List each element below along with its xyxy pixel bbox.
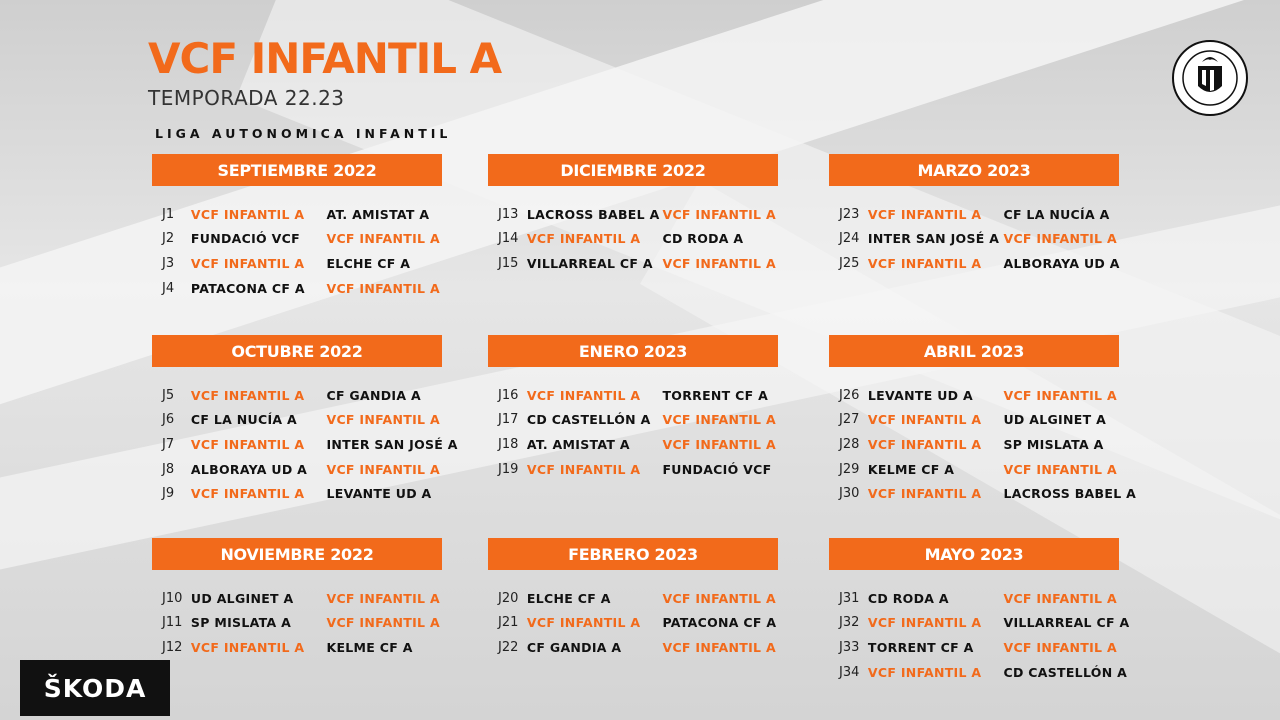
- away-team: PATACONA CF A: [662, 615, 777, 631]
- match-list: [488, 383, 798, 481]
- match-row: [152, 432, 462, 457]
- home-team: LACROSS BABEL A: [526, 206, 660, 222]
- matchday-number: J24: [839, 231, 860, 247]
- match-row: [152, 586, 462, 611]
- match-list: [829, 383, 1139, 506]
- matchday-number: J16: [498, 387, 519, 403]
- away-team: CD CASTELLÓN A: [1003, 664, 1128, 680]
- matchday-number: J3: [162, 255, 175, 271]
- away-team: LEVANTE UD A: [326, 486, 432, 502]
- match-row: [152, 457, 462, 482]
- away-team: VCF INFANTIL A: [326, 461, 440, 477]
- matchday-number: J12: [162, 639, 183, 655]
- month-header: ENERO 2023: [488, 335, 778, 367]
- away-team: SP MISLATA A: [1003, 436, 1104, 452]
- home-team: VCF INFANTIL A: [867, 664, 982, 680]
- match-row: [829, 432, 1139, 457]
- match-row: [829, 635, 1139, 660]
- home-team: VCF INFANTIL A: [867, 206, 982, 222]
- away-team: VCF INFANTIL A: [662, 255, 776, 271]
- month-block: [488, 335, 798, 481]
- month-block: [152, 154, 462, 300]
- match-row: [152, 408, 462, 433]
- matchday-number: J32: [839, 615, 860, 631]
- month-block: [829, 154, 1139, 276]
- matchday-number: J9: [162, 486, 175, 502]
- home-team: FUNDACIÓ VCF: [190, 231, 300, 247]
- away-team: ELCHE CF A: [326, 255, 411, 271]
- match-list: [488, 586, 798, 660]
- month-header: OCTUBRE 2022: [152, 335, 442, 367]
- match-row: [829, 251, 1139, 276]
- away-team: VCF INFANTIL A: [326, 590, 440, 606]
- match-row: [488, 251, 798, 276]
- match-row: [488, 227, 798, 252]
- matchday-number: J26: [839, 387, 860, 403]
- matchday-number: J34: [839, 664, 860, 680]
- match-row: [829, 481, 1139, 506]
- matchday-number: J27: [839, 412, 860, 428]
- away-team: VCF INFANTIL A: [1003, 461, 1117, 477]
- match-row: [488, 202, 798, 227]
- month-block: [488, 154, 798, 276]
- home-team: CF LA NUCÍA A: [190, 412, 298, 428]
- month-header: MAYO 2023: [829, 538, 1119, 570]
- match-list: [152, 586, 462, 660]
- matchday-number: J4: [162, 280, 175, 296]
- match-row: [488, 586, 798, 611]
- away-team: FUNDACIÓ VCF: [662, 461, 772, 477]
- away-team: VCF INFANTIL A: [326, 412, 440, 428]
- away-team: TORRENT CF A: [662, 387, 769, 403]
- away-team: VCF INFANTIL A: [662, 590, 776, 606]
- matchday-number: J13: [498, 206, 519, 222]
- match-row: [488, 635, 798, 660]
- match-row: [152, 227, 462, 252]
- home-team: VCF INFANTIL A: [190, 255, 305, 271]
- match-row: [488, 611, 798, 636]
- matchday-number: J14: [498, 231, 519, 247]
- away-team: VCF INFANTIL A: [662, 436, 776, 452]
- home-team: LEVANTE UD A: [867, 387, 973, 403]
- home-team: VCF INFANTIL A: [190, 436, 305, 452]
- home-team: UD ALGINET A: [190, 590, 294, 606]
- home-team: VCF INFANTIL A: [190, 206, 305, 222]
- away-team: VILLARREAL CF A: [1003, 615, 1130, 631]
- match-row: [829, 202, 1139, 227]
- season-subtitle: TEMPORADA 22.23: [148, 86, 345, 110]
- home-team: CD CASTELLÓN A: [526, 412, 651, 428]
- match-row: [152, 635, 462, 660]
- matchday-number: J2: [162, 231, 175, 247]
- match-list: [829, 586, 1139, 684]
- home-team: ELCHE CF A: [526, 590, 611, 606]
- matchday-number: J20: [498, 590, 519, 606]
- away-team: UD ALGINET A: [1003, 412, 1107, 428]
- home-team: VILLARREAL CF A: [526, 255, 653, 271]
- matchday-number: J7: [162, 436, 175, 452]
- match-row: [829, 457, 1139, 482]
- home-team: INTER SAN JOSÉ A: [867, 231, 1000, 247]
- home-team: AT. AMISTAT A: [526, 436, 630, 452]
- home-team: VCF INFANTIL A: [867, 615, 982, 631]
- away-team: VCF INFANTIL A: [326, 280, 440, 296]
- away-team: VCF INFANTIL A: [1003, 387, 1117, 403]
- page-title: VCF INFANTIL A: [148, 34, 502, 83]
- matchday-number: J31: [839, 590, 860, 606]
- club-crest-icon: [1172, 36, 1248, 120]
- matchday-number: J28: [839, 436, 860, 452]
- matchday-number: J30: [839, 486, 860, 502]
- month-header: FEBRERO 2023: [488, 538, 778, 570]
- match-row: [829, 227, 1139, 252]
- match-list: [829, 202, 1139, 276]
- match-row: [488, 432, 798, 457]
- match-row: [152, 202, 462, 227]
- month-header: NOVIEMBRE 2022: [152, 538, 442, 570]
- matchday-number: J8: [162, 461, 175, 477]
- away-team: VCF INFANTIL A: [662, 206, 776, 222]
- away-team: VCF INFANTIL A: [662, 412, 776, 428]
- match-row: [152, 481, 462, 506]
- match-list: [488, 202, 798, 276]
- home-team: VCF INFANTIL A: [190, 486, 305, 502]
- away-team: VCF INFANTIL A: [1003, 590, 1117, 606]
- matchday-number: J10: [162, 590, 183, 606]
- away-team: CF GANDIA A: [326, 387, 421, 403]
- month-header: DICIEMBRE 2022: [488, 154, 778, 186]
- away-team: ALBORAYA UD A: [1003, 255, 1120, 271]
- matchday-number: J19: [498, 461, 519, 477]
- month-block: [488, 538, 798, 660]
- match-row: [488, 457, 798, 482]
- home-team: TORRENT CF A: [867, 639, 974, 655]
- match-row: [152, 383, 462, 408]
- away-team: VCF INFANTIL A: [326, 231, 440, 247]
- matchday-number: J22: [498, 639, 519, 655]
- home-team: VCF INFANTIL A: [867, 255, 982, 271]
- matchday-number: J6: [162, 412, 175, 428]
- month-block: [829, 335, 1139, 506]
- home-team: VCF INFANTIL A: [190, 639, 305, 655]
- match-list: [152, 202, 462, 300]
- home-team: CD RODA A: [867, 590, 949, 606]
- home-team: SP MISLATA A: [190, 615, 292, 631]
- home-team: VCF INFANTIL A: [867, 412, 982, 428]
- match-row: [152, 276, 462, 301]
- match-row: [152, 251, 462, 276]
- match-row: [829, 586, 1139, 611]
- home-team: KELME CF A: [867, 461, 955, 477]
- month-header: ABRIL 2023: [829, 335, 1119, 367]
- home-team: VCF INFANTIL A: [190, 387, 305, 403]
- month-block: [152, 538, 462, 660]
- month-block: [829, 538, 1139, 684]
- home-team: VCF INFANTIL A: [867, 436, 982, 452]
- club-crest-icon: [1172, 36, 1248, 120]
- match-row: [829, 660, 1139, 685]
- home-team: VCF INFANTIL A: [526, 461, 641, 477]
- home-team: VCF INFANTIL A: [526, 231, 641, 247]
- match-row: [829, 383, 1139, 408]
- match-row: [488, 408, 798, 433]
- home-team: PATACONA CF A: [190, 280, 305, 296]
- matchday-number: J17: [498, 412, 519, 428]
- away-team: VCF INFANTIL A: [662, 639, 776, 655]
- away-team: LACROSS BABEL A: [1003, 486, 1137, 502]
- away-team: VCF INFANTIL A: [326, 615, 440, 631]
- matchday-number: J21: [498, 615, 519, 631]
- home-team: VCF INFANTIL A: [867, 486, 982, 502]
- home-team: ALBORAYA UD A: [190, 461, 308, 477]
- matchday-number: J15: [498, 255, 519, 271]
- home-team: CF GANDIA A: [526, 639, 622, 655]
- away-team: VCF INFANTIL A: [1003, 639, 1117, 655]
- matchday-number: J23: [839, 206, 860, 222]
- month-header: SEPTIEMBRE 2022: [152, 154, 442, 186]
- league-name: LIGA AUTONOMICA INFANTIL: [155, 126, 452, 141]
- matchday-number: J29: [839, 461, 860, 477]
- matchday-number: J1: [162, 206, 175, 222]
- matchday-number: J33: [839, 639, 860, 655]
- month-block: [152, 335, 462, 506]
- matchday-number: J25: [839, 255, 860, 271]
- match-row: [829, 611, 1139, 636]
- month-header: MARZO 2023: [829, 154, 1119, 186]
- match-row: [488, 383, 798, 408]
- away-team: AT. AMISTAT A: [326, 206, 430, 222]
- away-team: CF LA NUCÍA A: [1003, 206, 1110, 222]
- away-team: KELME CF A: [326, 639, 413, 655]
- match-list: [152, 383, 462, 506]
- home-team: VCF INFANTIL A: [526, 387, 641, 403]
- home-team: VCF INFANTIL A: [526, 615, 641, 631]
- matchday-number: J5: [162, 387, 175, 403]
- sponsor-logo: ŠKODA: [20, 660, 170, 716]
- match-row: [152, 611, 462, 636]
- matchday-number: J11: [162, 615, 183, 631]
- match-row: [829, 408, 1139, 433]
- away-team: CD RODA A: [662, 231, 744, 247]
- away-team: VCF INFANTIL A: [1003, 231, 1117, 247]
- matchday-number: J18: [498, 436, 519, 452]
- away-team: INTER SAN JOSÉ A: [326, 436, 458, 452]
